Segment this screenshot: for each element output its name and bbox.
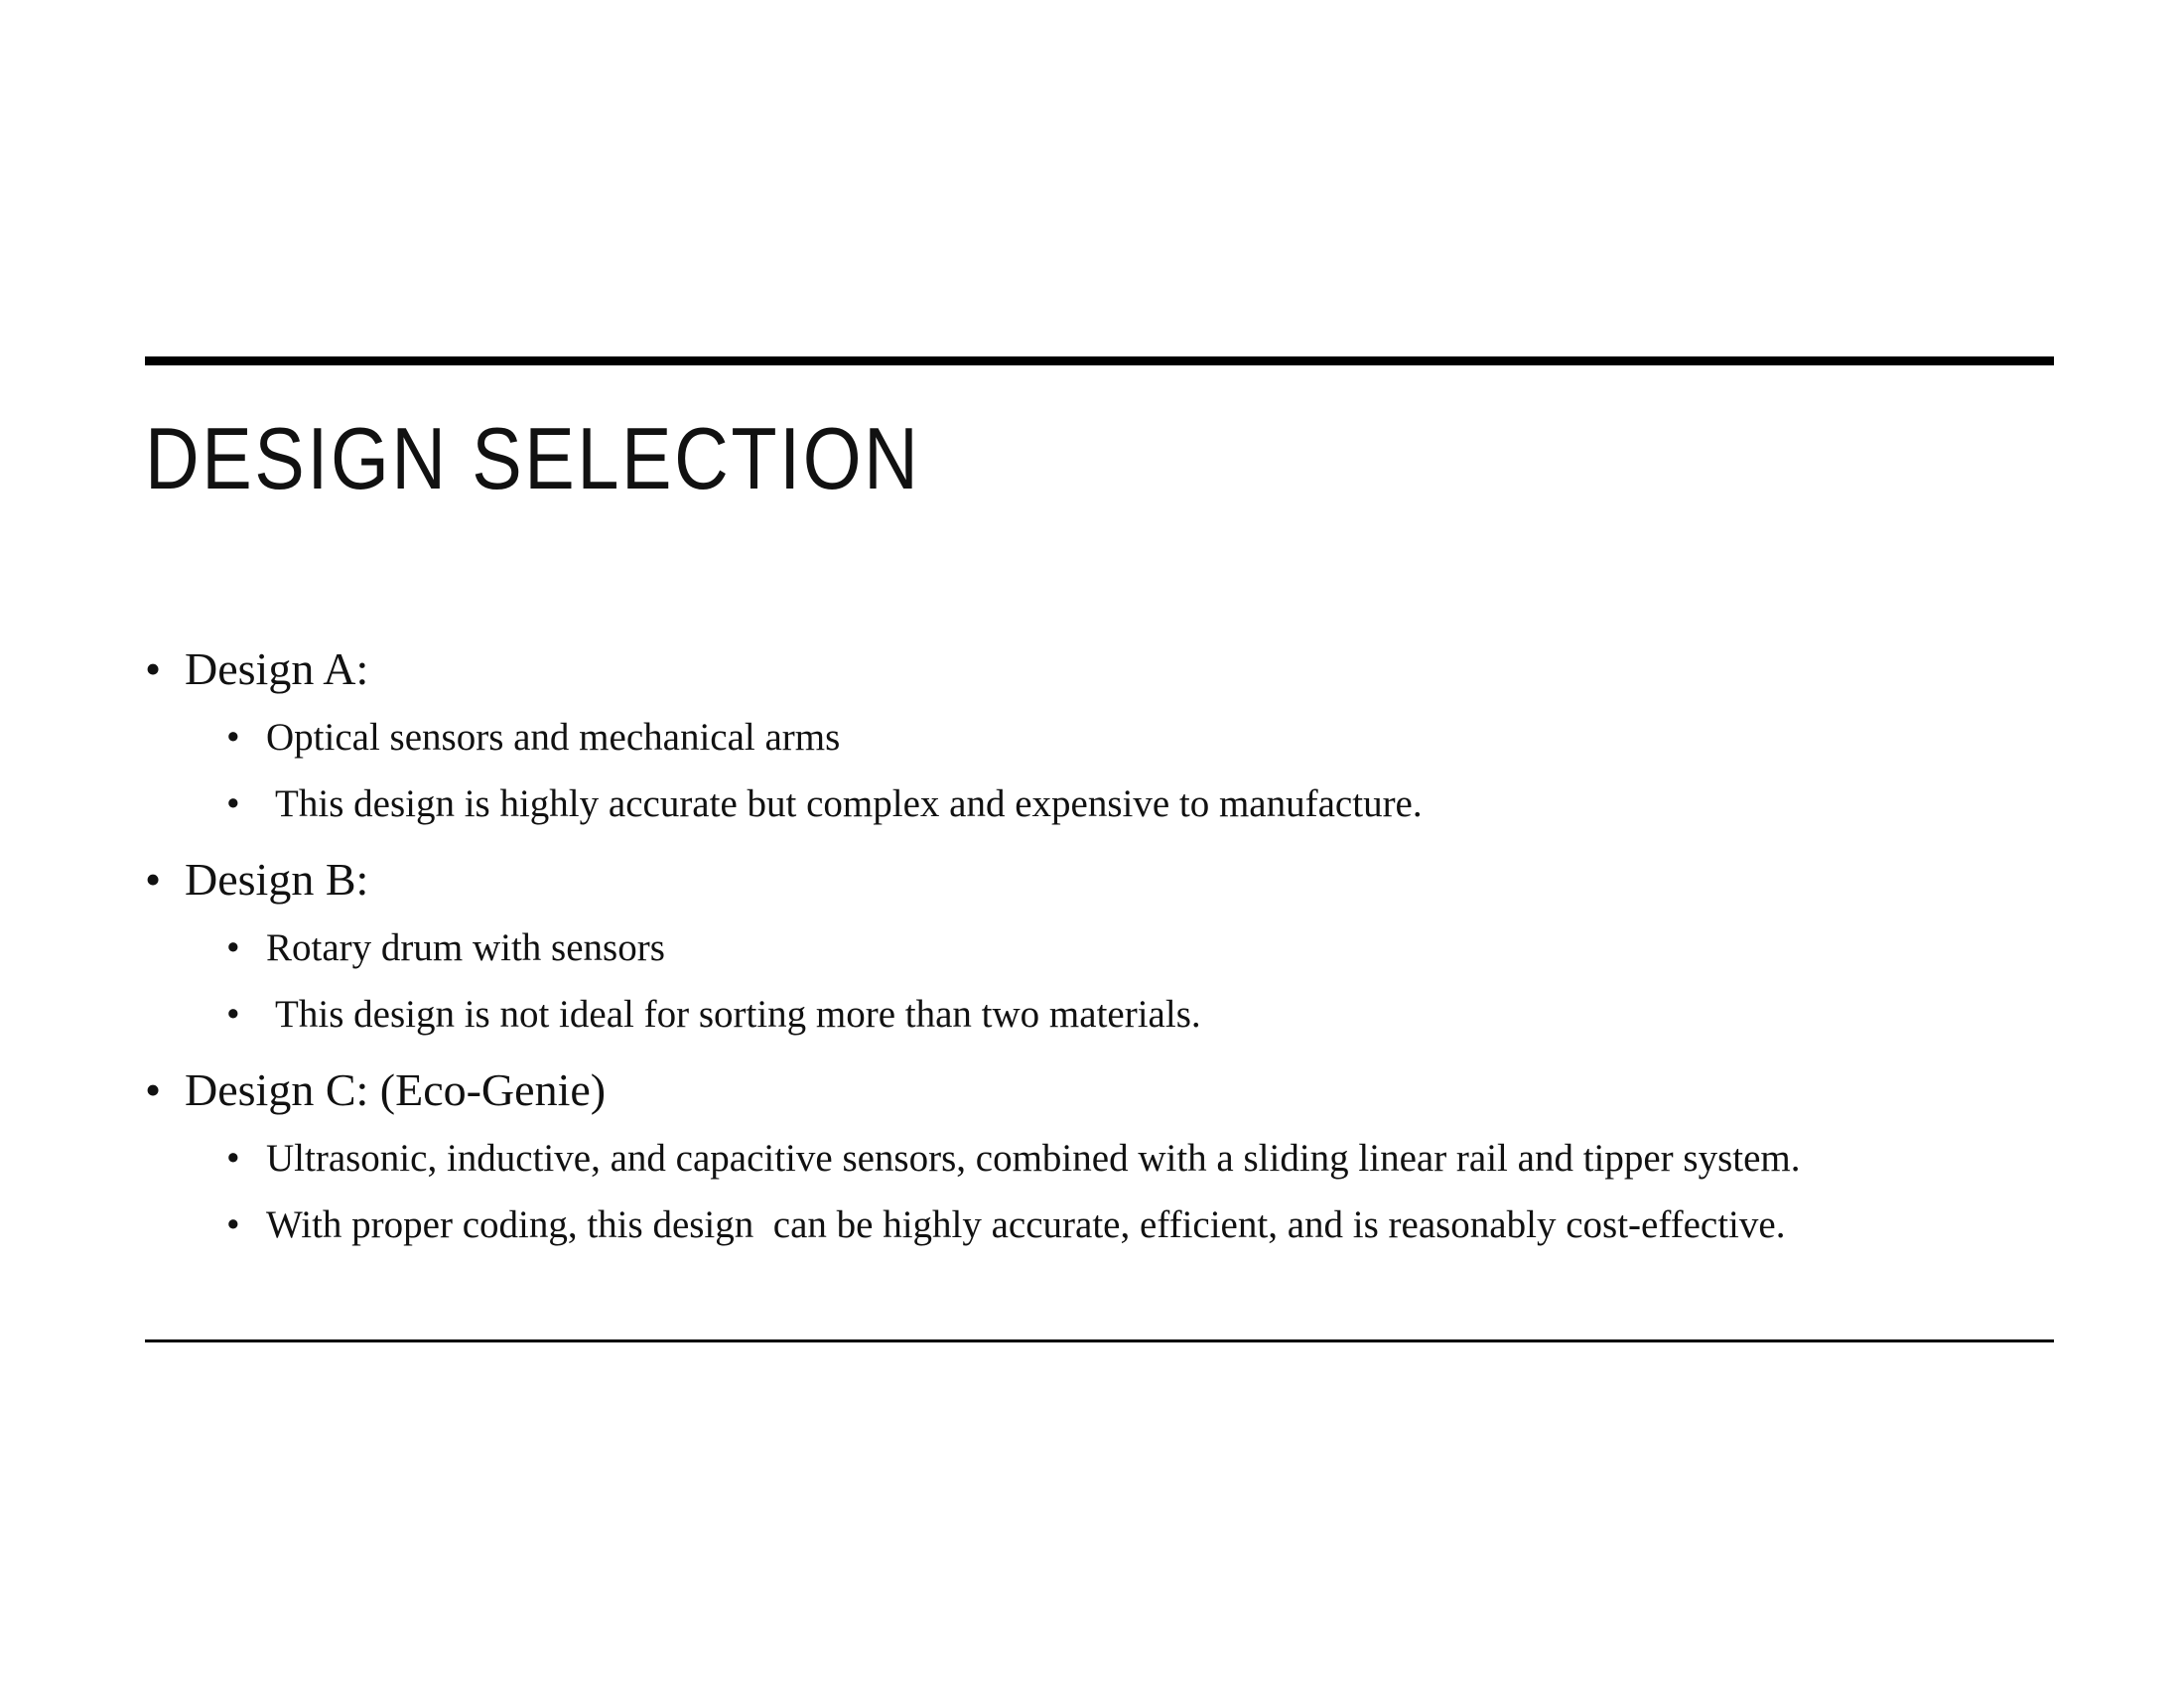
design-a-block <box>145 640 2054 837</box>
bullet-icon: • <box>226 1137 240 1180</box>
design-c-block <box>145 1061 2054 1258</box>
point-text: Optical sensors and mechanical arms <box>266 716 841 759</box>
design-a-heading <box>145 640 2054 698</box>
list-item <box>145 981 2054 1048</box>
bullet-icon: • <box>226 993 240 1036</box>
design-a-points <box>145 704 2054 837</box>
point-text: With proper coding, this design can be highly accurate, efficient, and is reasonably cost-effective. <box>266 1203 1786 1246</box>
list-item <box>145 771 2054 837</box>
bullet-icon: • <box>145 643 162 694</box>
bullet-icon: • <box>226 716 240 759</box>
design-heading-text: Design A: <box>185 643 369 694</box>
bullet-icon: • <box>226 926 240 969</box>
design-b-block <box>145 851 2054 1048</box>
list-item <box>145 704 2054 771</box>
design-c-heading <box>145 1061 2054 1119</box>
design-heading-text: Design C: (Eco-Genie) <box>185 1064 607 1115</box>
bottom-divider <box>145 1339 2054 1342</box>
slide-title: DESIGN SELECTION <box>145 409 921 507</box>
design-heading-text: Design B: <box>185 854 369 905</box>
bullet-icon: • <box>145 854 162 905</box>
design-c-points <box>145 1125 2054 1258</box>
point-text: Ultrasonic, inductive, and capacitive sensors, combined with a sliding linear rail and tipper system. <box>266 1137 1801 1180</box>
design-b-points <box>145 914 2054 1048</box>
bullet-icon: • <box>145 1064 162 1115</box>
list-item <box>145 1192 2054 1258</box>
design-b-heading <box>145 851 2054 909</box>
point-text: This design is not ideal for sorting more than two materials. <box>266 993 1201 1036</box>
top-divider <box>145 356 2054 365</box>
point-text: This design is highly accurate but complex and expensive to manufacture. <box>266 782 1423 825</box>
design-list <box>145 640 2054 1258</box>
list-item <box>145 1125 2054 1192</box>
list-item <box>145 914 2054 981</box>
bullet-icon: • <box>226 1203 240 1246</box>
point-text: Rotary drum with sensors <box>266 926 665 969</box>
bullet-icon: • <box>226 782 240 825</box>
